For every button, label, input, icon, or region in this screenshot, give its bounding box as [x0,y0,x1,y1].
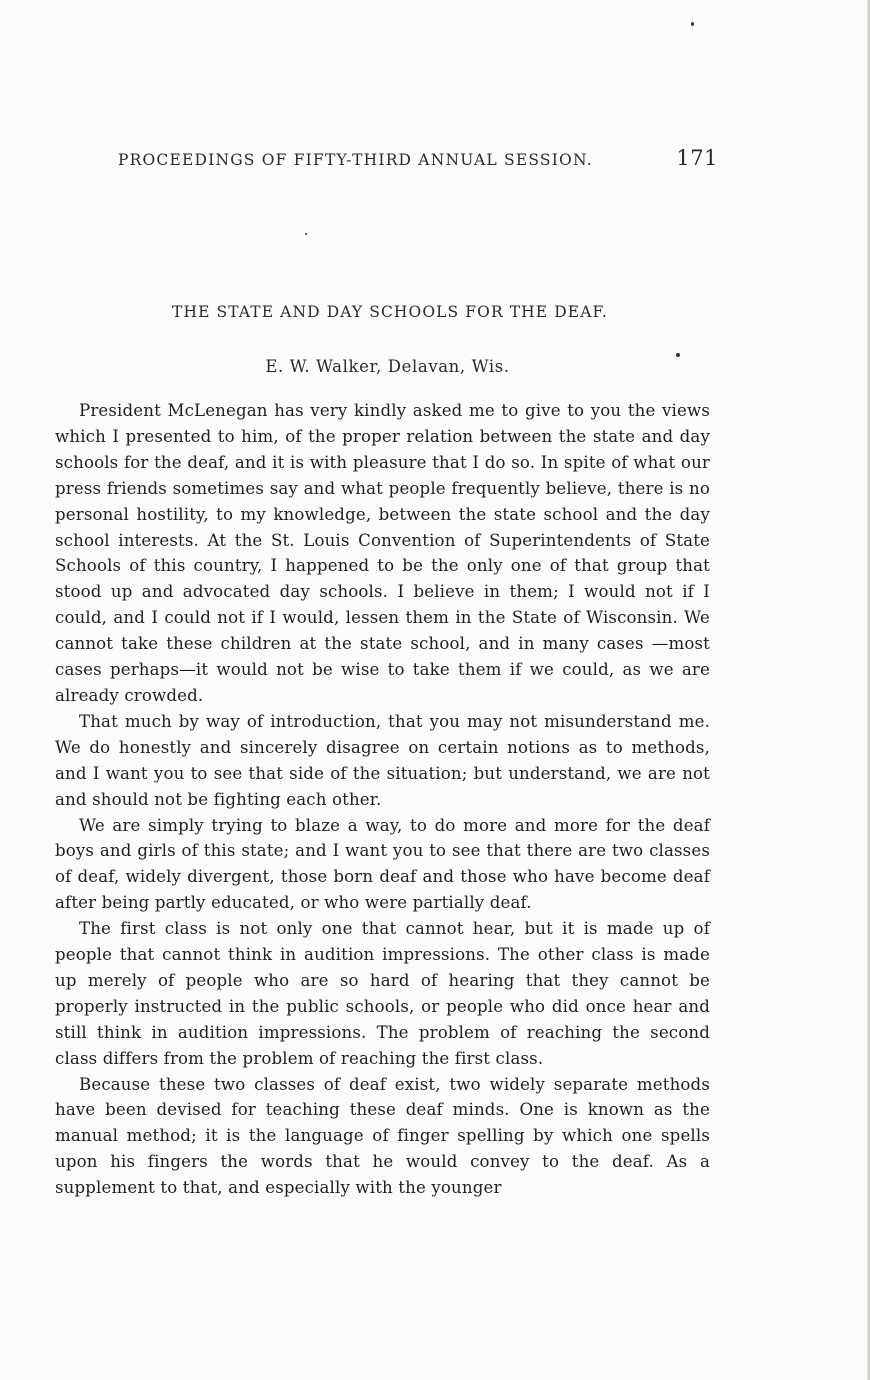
running-head-title: PROCEEDINGS OF FIFTY-THIRD ANNUAL SESSION. [118,151,593,169]
scan-speck [305,233,307,235]
article-body [55,398,710,1201]
page-number: 171 [676,146,718,170]
scan-speck [676,353,680,357]
paragraph: The first class is not only one that cannot hear, but it is made up of people that cannot think in audition impressions. The other class is made up merely of people who are so hard of hearing that they cannot be properly instructed in the public schools, or people who did once hear and still think in audition impressions. The problem of reaching the second class differs from the problem of reaching the first class. [55,919,710,1068]
scan-speck [691,22,694,26]
running-head [118,146,718,176]
paragraph: Because these two classes of deaf exist, two widely separate methods have been devised for teaching these deaf minds. One is known as the manual method; it is the language of finger spelling by which one spells upon his fingers the words that he would convey to the deaf. As a supplement to that, and especially with the younger [55,1074,710,1198]
paragraph: That much by way of introduction, that you may not misunderstand me. We do honestly and sincerely disagree on certain notions as to methods, and I want you to see that side of the situation; but understand, we are not and should not be fighting each other. [55,711,710,809]
paragraph: We are simply trying to blaze a way, to do more and more for the deaf boys and girls of this state; and I want you to see that there are two classes of deaf, widely divergent, those born deaf and those who have become deaf after being partly educated, or who were partially deaf. [55,815,710,913]
article-author: E. W. Walker, Delavan, Wis. [265,357,510,376]
paragraph: President McLenegan has very kindly asked me to give to you the views which I presented to him, of the proper relation between the state and day schools for the deaf, and it is with pleasure that I do so. In spite of what our press friends sometimes say and what people frequently believe, there is no personal hostility, to my knowledge, between the state school and the day school interests. At the St. Louis Convention of Superintendents of State Schools of this country, I happened to be the only one of that group that stood up and advocated day schools. I believe in them; I would not if I could, and I could not if I would, lessen them in the State of Wisconsin. We cannot take these children at the state school, and in many cases —most cases perhaps—it would not be wise to take them if we could, as we are already crowded. [55,401,710,705]
article-title: THE STATE AND DAY SCHOOLS FOR THE DEAF. [172,303,608,321]
